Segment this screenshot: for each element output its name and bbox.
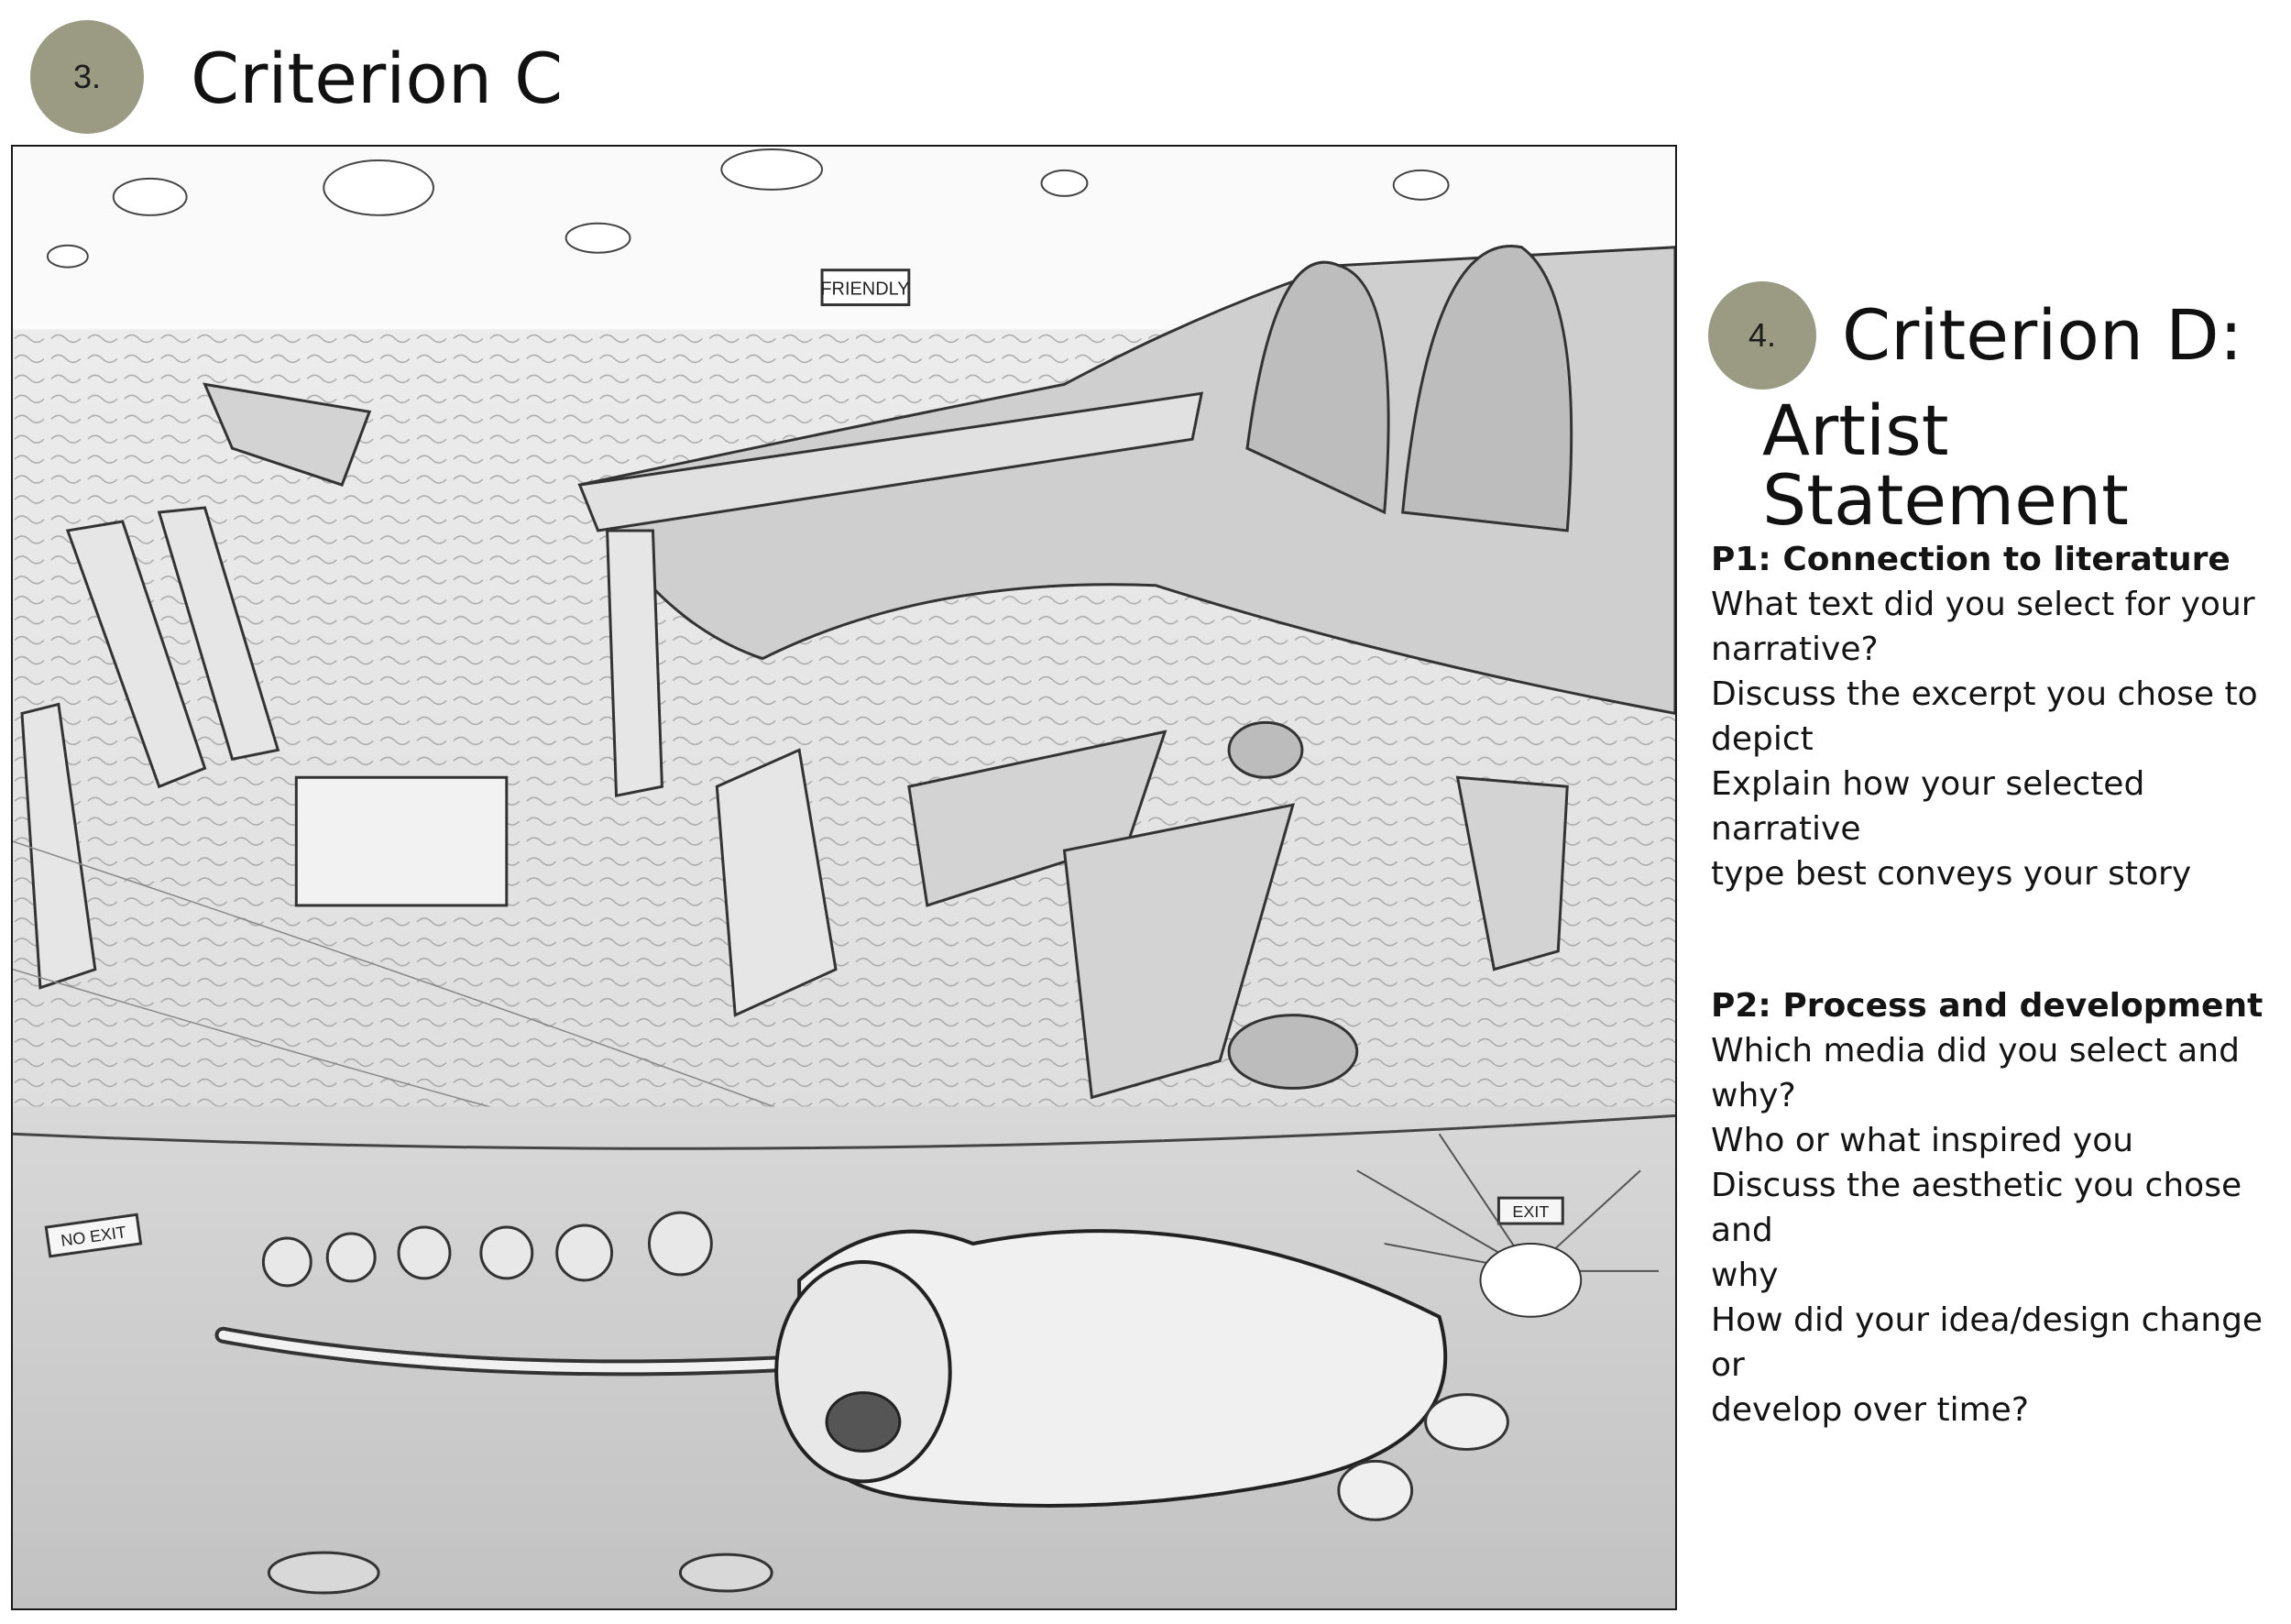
- artwork-panel: [11, 145, 1677, 1610]
- p2-line: Which media did you select and: [1711, 1032, 2240, 1070]
- p2-line: Who or what inspired you: [1711, 1122, 2134, 1159]
- section-spacer: [1711, 896, 2288, 983]
- p2-line: How did your idea/design change or: [1711, 1301, 2264, 1384]
- criterion-c-number-badge: [30, 20, 144, 134]
- exit-sign: EXIT: [1512, 1202, 1550, 1222]
- odyssey-illustration: [13, 147, 1675, 1608]
- criterion-d-number-badge: [1708, 281, 1816, 390]
- p2-line: why: [1711, 1256, 1779, 1294]
- p1-line: Discuss the excerpt you chose to: [1711, 675, 2258, 713]
- p2-line: develop over time?: [1711, 1391, 2029, 1429]
- artist-statement-prompts: [1711, 537, 2288, 1432]
- p2-line: why?: [1711, 1077, 1796, 1114]
- p1-line: Explain how your selected narrative: [1711, 765, 2145, 848]
- criterion-d-title: Criterion D:: [1842, 294, 2243, 376]
- p2-line: Discuss the aesthetic you chose and: [1711, 1167, 2242, 1249]
- p1-line: type best conveys your story: [1711, 855, 2192, 893]
- criterion-d-subtitle: Artist Statement: [1762, 390, 2129, 541]
- criterion-c-title: Criterion C: [191, 38, 564, 119]
- p1-heading: P1: Connection to literature: [1711, 541, 2231, 578]
- criterion-c-number: 3.: [72, 58, 102, 95]
- p1-line: narrative?: [1711, 631, 1879, 668]
- p2-heading: P2: Process and development: [1711, 987, 2264, 1025]
- no-exit-sign: NO EXIT: [60, 1223, 128, 1250]
- friendly-sign: FRIENDLY: [820, 279, 910, 300]
- p1-line: depict: [1711, 720, 1814, 758]
- criterion-d-number: 4.: [1748, 316, 1777, 354]
- p1-line: What text did you select for your: [1711, 586, 2255, 623]
